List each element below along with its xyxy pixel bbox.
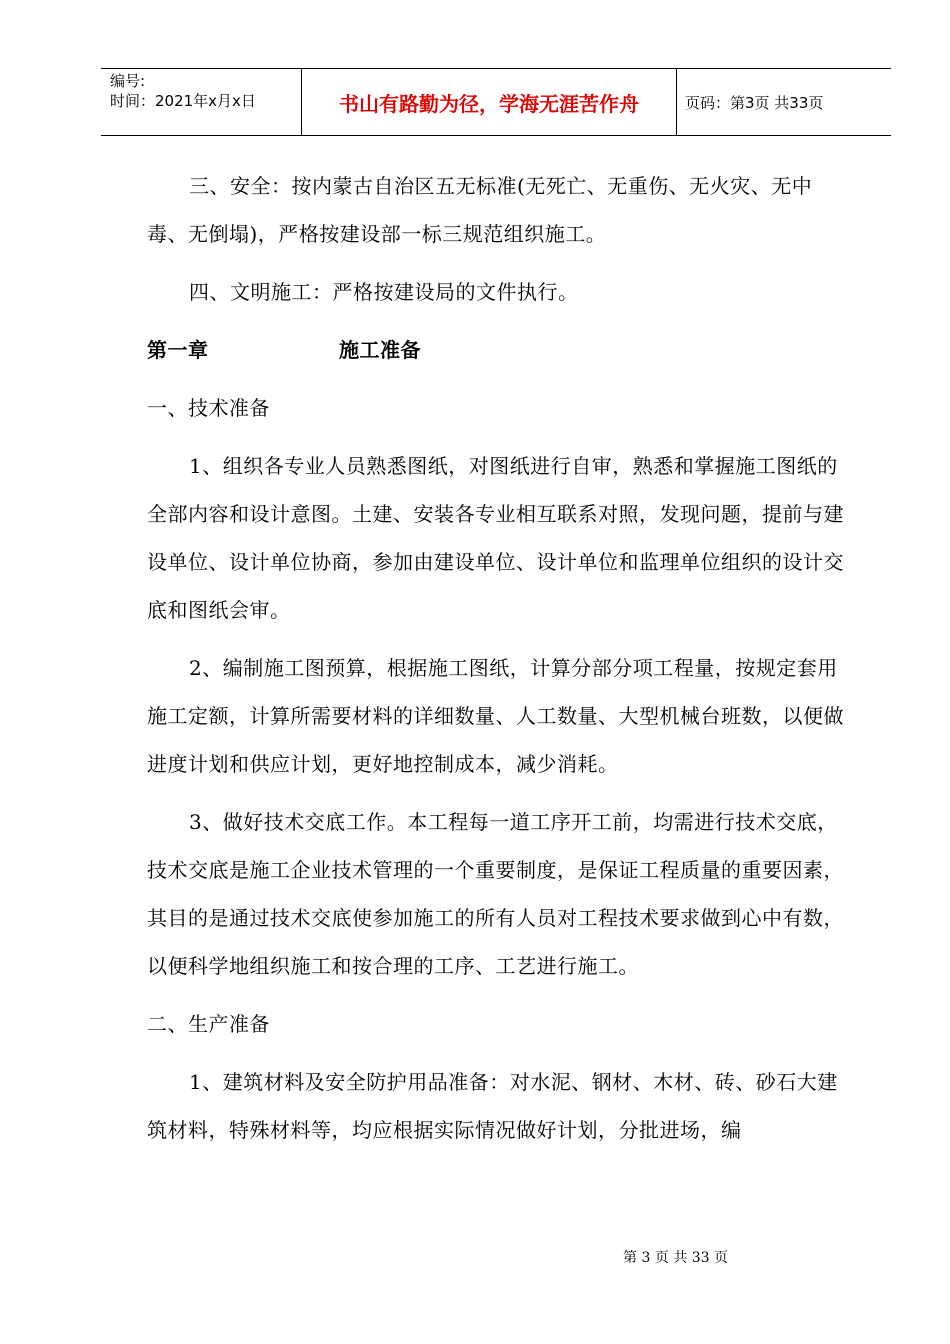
paragraph-tech-2: 2、编制施工图预算，根据施工图纸，计算分部分项工程量，按规定套用施工定额，计算所需要材料的详细数量、人工数量、大型机械台班数，以便做进度计划和供应计划，更好地控制成本，减少消耗。 (147, 656, 844, 776)
paragraph-prod-1: 1、建筑材料及安全防护用品准备：对水泥、钢材、木材、砖、砂石大建筑材料，特殊材料等，均应根据实际情况做好计划，分批进场，编 (147, 1070, 838, 1142)
section-technical: 一、技术准备 (147, 396, 270, 420)
paragraph-safety: 三、安全：按内蒙古自治区五无标准(无死亡、无重伤、无火灾、无中毒、无倒塌)，严格按建设部一标三规范组织施工。 (147, 174, 813, 246)
header-meta (101, 69, 302, 135)
paragraph-tech-1: 1、组织各专业人员熟悉图纸，对图纸进行自审，熟悉和掌握施工图纸的全部内容和设计意图。土建、安装各专业相互联系对照，发现问题，提前与建设单位、设计单位协商，参加由建设单位、设计单位和监理单位组织的设计交底和图纸会审。 (147, 454, 844, 622)
header-page-info: 页码：第3页 共33页 (685, 93, 824, 112)
page-header (101, 68, 891, 136)
code-label: 编号: (110, 72, 146, 90)
chapter-heading (147, 326, 847, 374)
document-body (147, 162, 847, 1154)
section-production: 二、生产准备 (147, 1012, 270, 1036)
paragraph-tech-3: 3、做好技术交底工作。本工程每一道工序开工前，均需进行技术交底，技术交底是施工企业技术管理的一个重要制度，是保证工程质量的重要因素，其目的是通过技术交底使参加施工的所有人员对工程技术要求做到心中有数，以便科学地组织施工和按合理的工序、工艺进行施工。 (147, 810, 844, 978)
chapter-number: 第一章 (147, 338, 209, 362)
page-footer: 第 3 页 共 33 页 (623, 1250, 728, 1266)
time-label: 时间：2021年x月x日 (110, 92, 256, 110)
paragraph-civilized: 四、文明施工：严格按建设局的文件执行。 (189, 280, 579, 304)
header-motto: 书山有路勤为径，学海无涯苦作舟 (302, 69, 677, 135)
chapter-title: 施工准备 (339, 338, 421, 362)
